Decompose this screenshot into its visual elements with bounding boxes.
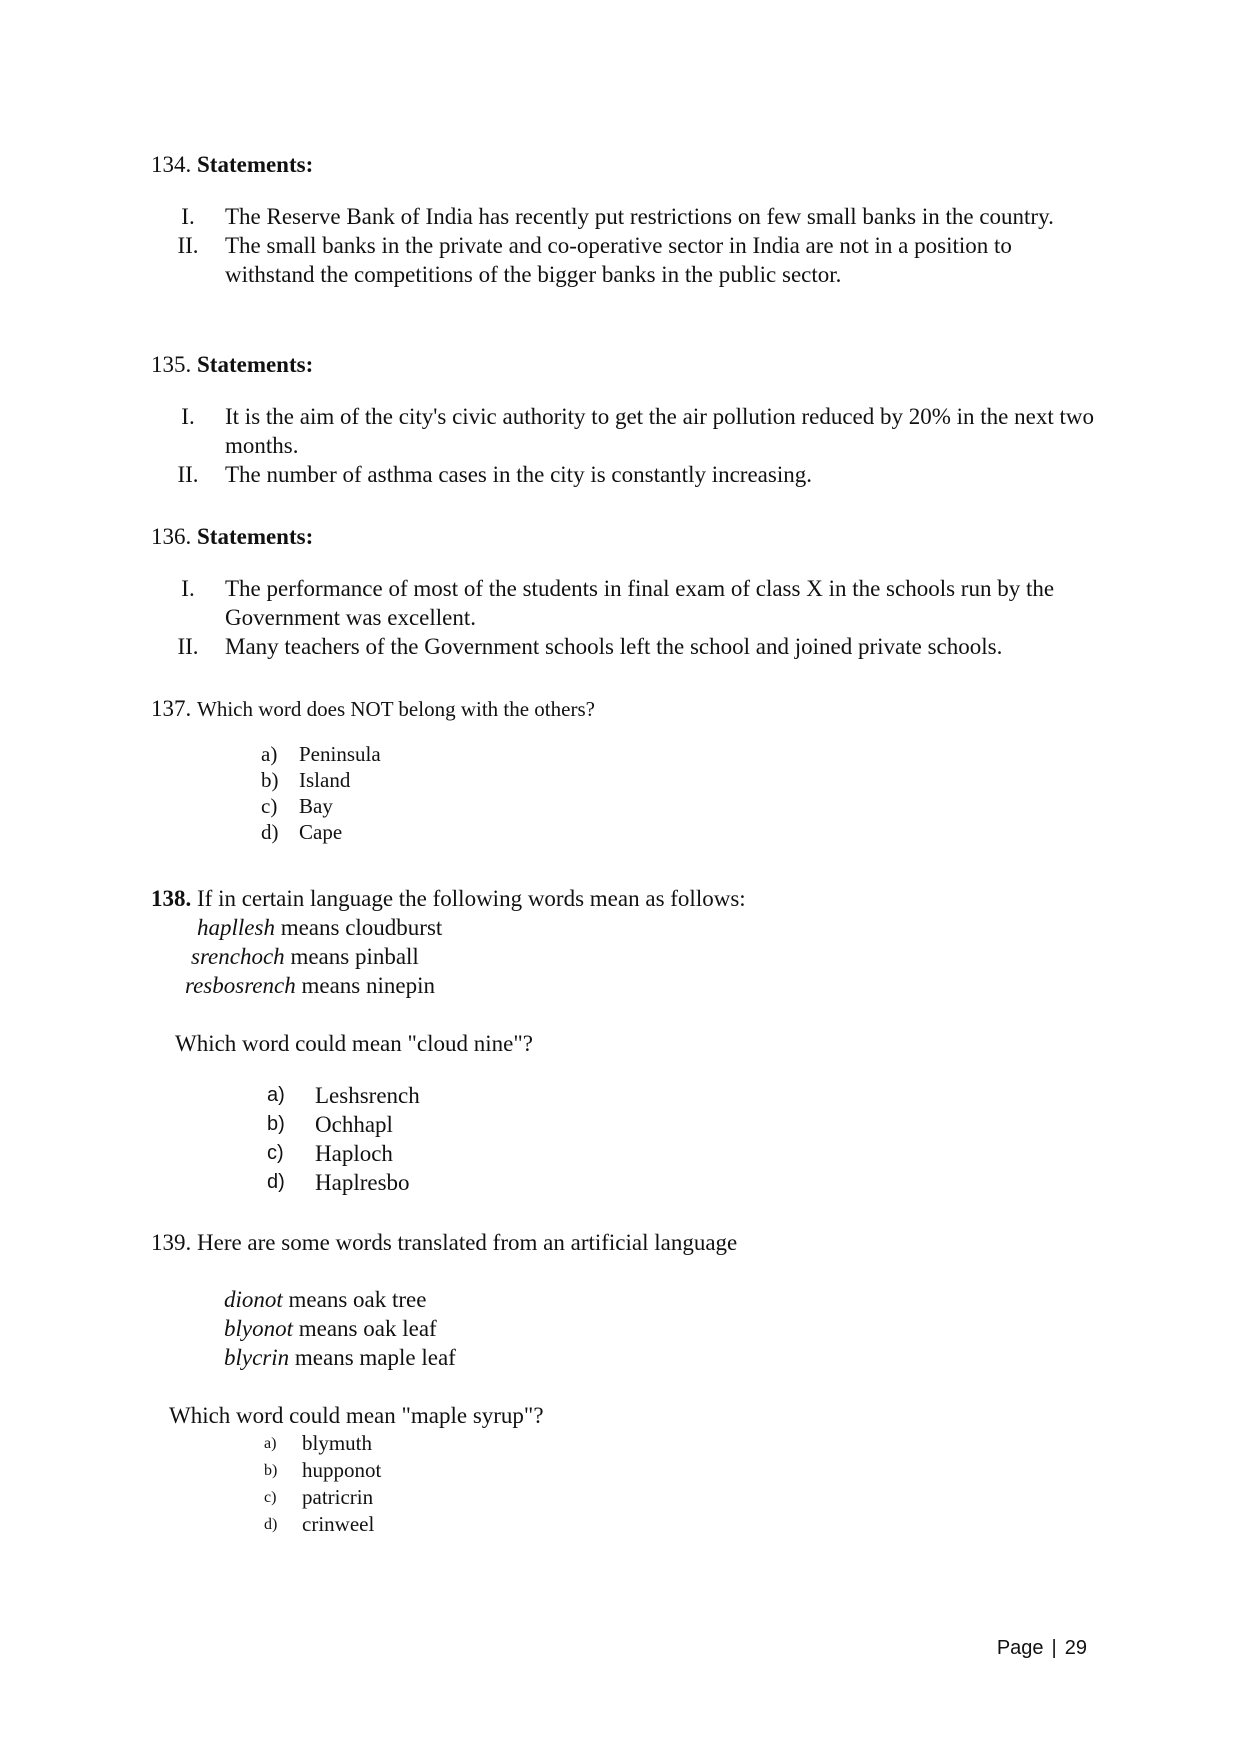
option-text: patricrin: [302, 1485, 374, 1509]
question-138: [151, 884, 1101, 1197]
definition-word: resbosrench: [185, 973, 296, 998]
statement-text: The performance of most of the students in final exam of class X in the schools run by the Government was excellent.: [225, 576, 1055, 630]
statement: [151, 231, 1101, 289]
question-number: 137.: [151, 696, 192, 721]
option-text: Haploch: [315, 1141, 393, 1166]
option: [261, 767, 1101, 793]
option: [267, 1139, 1101, 1168]
option-letter: c): [261, 794, 278, 818]
statement: [151, 574, 1101, 632]
statement: [151, 202, 1101, 231]
option: [264, 1430, 1101, 1457]
question-text: Which word does NOT belong with the others?: [197, 697, 595, 721]
option-text: Bay: [299, 794, 333, 818]
question-text: Here are some words translated from an artificial language: [197, 1230, 738, 1255]
question-137: [151, 694, 1101, 845]
statement-text: It is the aim of the city's civic authority to get the air pollution reduced by 20% in the next two months.: [225, 404, 1094, 458]
definition-meaning: means oak leaf: [293, 1316, 437, 1341]
question-number: 138.: [151, 886, 192, 911]
statements-list: [151, 202, 1101, 289]
option: [267, 1110, 1101, 1139]
statement-numeral: II.: [177, 462, 199, 487]
statement-text: The small banks in the private and co-operative sector in India are not in a position to withstand the competitions of the bigger banks in the public sector.: [225, 233, 1012, 287]
option-text: Peninsula: [299, 742, 381, 766]
definition-meaning: means maple leaf: [289, 1345, 456, 1370]
option-letter: b): [261, 768, 279, 792]
question-139: [151, 1228, 1101, 1538]
sub-question: Which word could mean "cloud nine"?: [175, 1031, 533, 1056]
option-text: hupponot: [302, 1458, 382, 1482]
definition-word: blycrin: [224, 1345, 290, 1370]
options-list: [151, 1430, 1101, 1538]
option-text: Cape: [299, 820, 343, 844]
option-text: Haplresbo: [315, 1170, 410, 1195]
option-text: blymuth: [302, 1431, 373, 1455]
statement-text: The number of asthma cases in the city is constantly increasing.: [225, 462, 812, 487]
page-number: 29: [1064, 1637, 1087, 1659]
definition: [224, 1285, 1101, 1314]
option-text: crinweel: [302, 1512, 375, 1536]
statement: [151, 460, 1101, 489]
definition-word: blyonot: [224, 1316, 293, 1341]
options-list: [151, 1081, 1101, 1197]
question-135: [151, 350, 1101, 489]
page-footer: [997, 1634, 1087, 1663]
statement-numeral: I.: [181, 404, 195, 429]
statements-label: Statements:: [197, 524, 314, 549]
question-number: 135.: [151, 352, 192, 377]
definitions-list: [151, 913, 1101, 1000]
option-letter: c): [264, 1489, 277, 1506]
definition-word: srenchoch: [191, 944, 285, 969]
definition-word: hapllesh: [197, 915, 275, 940]
definition-word: dionot: [224, 1287, 283, 1312]
statement-numeral: I.: [181, 204, 195, 229]
option-text: Leshsrench: [315, 1083, 420, 1108]
definition: [224, 1314, 1101, 1343]
option-letter: a): [267, 1084, 285, 1106]
option: [261, 793, 1101, 819]
option-letter: d): [267, 1171, 285, 1193]
option: [261, 741, 1101, 767]
question-number: 136.: [151, 524, 192, 549]
option-letter: c): [267, 1142, 284, 1164]
option: [267, 1168, 1101, 1197]
statements-list: [151, 402, 1101, 489]
statement: [151, 402, 1101, 460]
statement: [151, 632, 1101, 661]
option-letter: b): [264, 1462, 278, 1479]
question-number: 139.: [151, 1230, 192, 1255]
definition-meaning: means ninepin: [295, 973, 435, 998]
statement-text: The Reserve Bank of India has recently put restrictions on few small banks in the country.: [225, 204, 1054, 229]
option-text: Island: [299, 768, 351, 792]
statements-label: Statements:: [197, 152, 314, 177]
option-letter: a): [261, 742, 278, 766]
definition: [151, 913, 1101, 942]
options-list: [151, 741, 1101, 845]
statement-numeral: II.: [177, 634, 199, 659]
page-separator: |: [1051, 1637, 1057, 1659]
option-letter: a): [264, 1435, 277, 1452]
option-letter: b): [267, 1113, 285, 1135]
question-number: 134.: [151, 152, 192, 177]
statement-numeral: II.: [177, 233, 199, 258]
option-letter: d): [261, 820, 279, 844]
option: [261, 819, 1101, 845]
option: [267, 1081, 1101, 1110]
definition: [151, 971, 1101, 1000]
option: [264, 1484, 1101, 1511]
definition-meaning: means pinball: [284, 944, 419, 969]
definition: [151, 942, 1101, 971]
option-text: Ochhapl: [315, 1112, 393, 1137]
statement-numeral: I.: [181, 576, 195, 601]
question-136: [151, 522, 1101, 661]
statement-text: Many teachers of the Government schools left the school and joined private schools.: [225, 634, 1003, 659]
question-134: [151, 150, 1101, 289]
definition-meaning: means oak tree: [282, 1287, 427, 1312]
statements-list: [151, 574, 1101, 661]
statements-label: Statements:: [197, 352, 314, 377]
page-label: Page: [996, 1637, 1044, 1659]
definitions-list: [151, 1285, 1101, 1372]
option: [264, 1511, 1101, 1538]
option-letter: d): [264, 1516, 278, 1533]
definition: [224, 1343, 1101, 1372]
question-text: If in certain language the following words mean as follows:: [197, 886, 746, 911]
sub-question: Which word could mean "maple syrup"?: [169, 1403, 544, 1428]
definition-meaning: means cloudburst: [274, 915, 443, 940]
option: [264, 1457, 1101, 1484]
